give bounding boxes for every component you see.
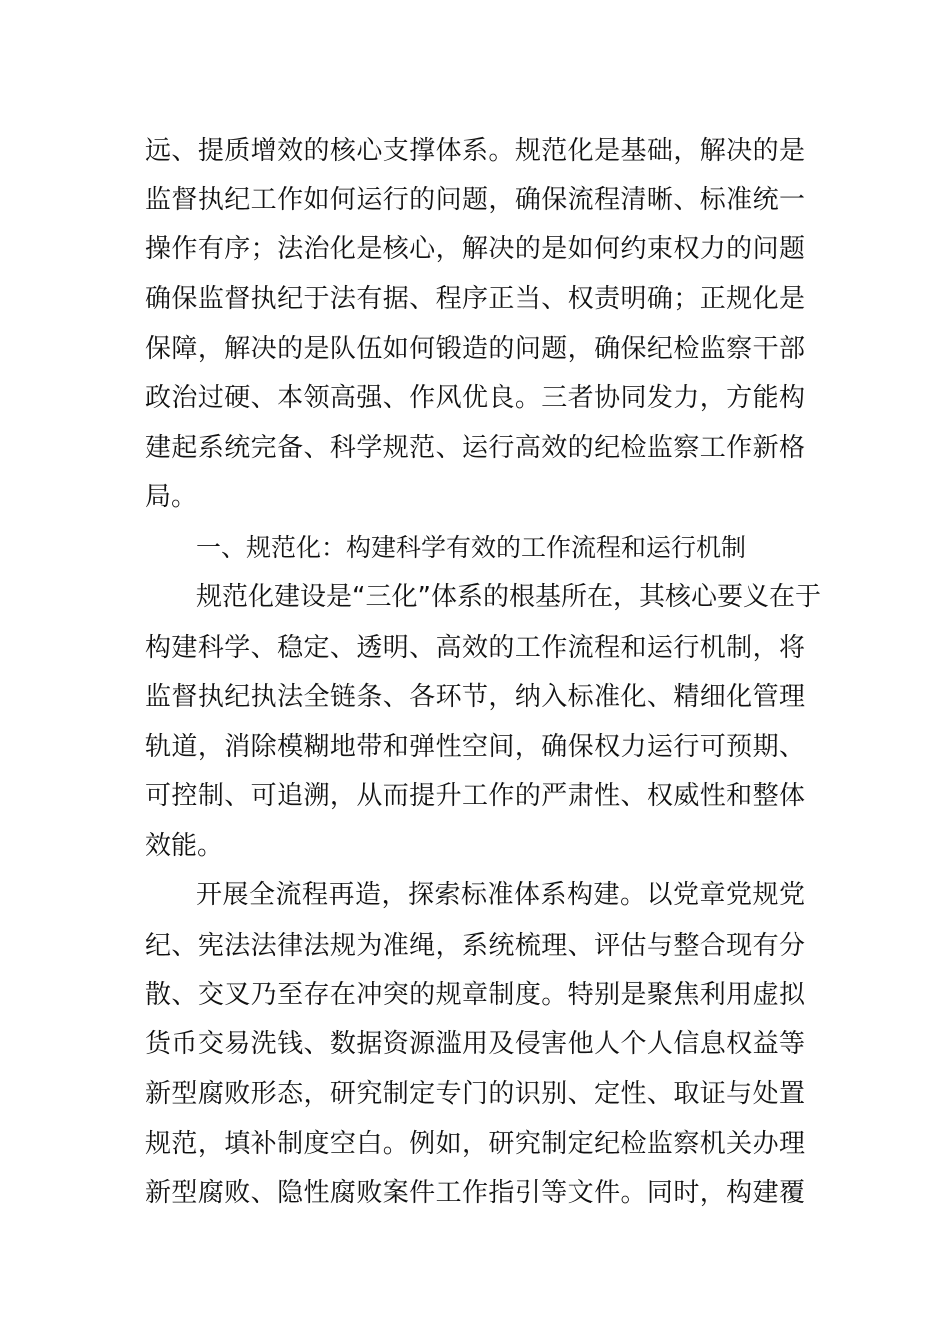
body-text-line: 保障，解决的是队伍如何锻造的问题，确保纪检监察干部 — [145, 334, 805, 364]
body-text-line: 规范，填补制度空白。例如，研究制定纪检监察机关办理 — [145, 1129, 805, 1159]
body-text-line: 构建科学、稳定、透明、高效的工作流程和运行机制，将 — [145, 633, 805, 663]
body-text-line: 散、交叉乃至存在冲突的规章制度。特别是聚焦利用虚拟 — [145, 980, 805, 1010]
body-text-line: 远、提质增效的核心支撑体系。规范化是基础，解决的是 — [145, 136, 805, 166]
body-text-line: 监督执纪工作如何运行的问题，确保流程清晰、标准统一 — [145, 185, 805, 215]
body-text-line: 效能。 — [145, 831, 224, 861]
body-text-line: 监督执纪执法全链条、各环节，纳入标准化、精细化管理 — [145, 682, 805, 712]
body-text-line: 纪、宪法法律法规为准绳，系统梳理、评估与整合现有分 — [145, 931, 805, 961]
body-text-line: 政治过硬、本领高强、作风优良。三者协同发力，方能构 — [145, 383, 805, 413]
body-text-line: 新型腐败形态，研究制定专门的识别、定性、取证与处置 — [145, 1079, 805, 1109]
body-text-line: 局。 — [145, 482, 198, 512]
body-text-line: 操作有序；法治化是核心，解决的是如何约束权力的问题 — [145, 234, 805, 264]
body-text-line: 确保监督执纪于法有据、程序正当、权责明确；正规化是 — [145, 284, 805, 314]
body-text-line: 开展全流程再造，探索标准体系构建。以党章党规党 — [196, 880, 805, 910]
body-text-line: 建起系统完备、科学规范、运行高效的纪检监察工作新格 — [145, 433, 805, 463]
body-text-line: 轨道，消除模糊地带和弹性空间，确保权力运行可预期、 — [145, 732, 805, 762]
body-text-line: 可控制、可追溯，从而提升工作的严肃性、权威性和整体 — [145, 781, 805, 811]
section-heading: 一、规范化：构建科学有效的工作流程和运行机制 — [196, 533, 747, 562]
body-text-line: 规范化建设是“三化”体系的根基所在，其核心要义在于 — [196, 582, 821, 612]
body-text-line: 货币交易洗钱、数据资源滥用及侵害他人个人信息权益等 — [145, 1029, 805, 1059]
body-text-line: 新型腐败、隐性腐败案件工作指引等文件。同时，构建覆 — [145, 1178, 805, 1208]
